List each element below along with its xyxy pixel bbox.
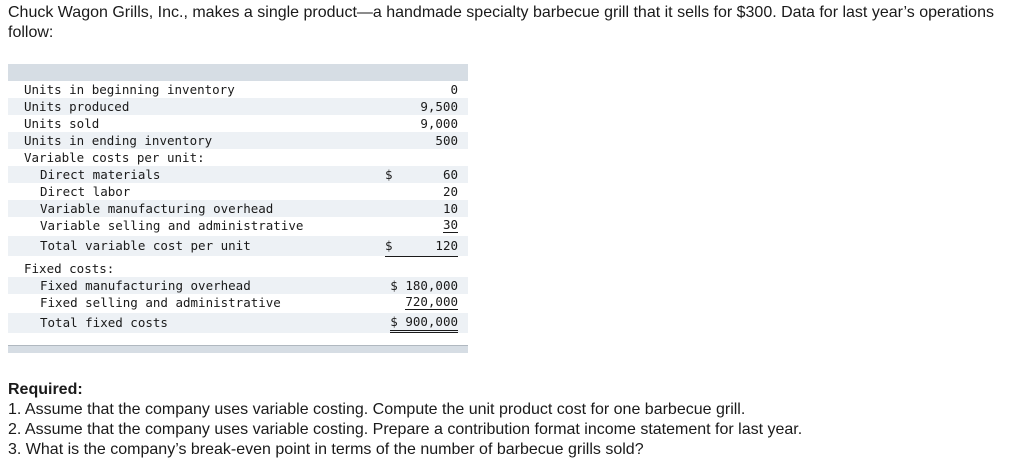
- row-value: $ 180,000: [390, 278, 458, 293]
- required-section: [8, 380, 1008, 460]
- table-row: [8, 183, 468, 200]
- section-header: Variable costs per unit:: [24, 150, 205, 165]
- table-row: [8, 149, 468, 166]
- row-label: Variable selling and administrative: [40, 218, 304, 233]
- table-row: [8, 217, 468, 234]
- row-label: Fixed selling and administrative: [40, 295, 281, 310]
- row-value: 0: [450, 82, 458, 97]
- table-row: [8, 166, 468, 183]
- table-row: [8, 260, 468, 277]
- row-value: 9,500: [420, 99, 458, 114]
- table-row: [8, 200, 468, 217]
- dollar-sign: $: [385, 167, 393, 182]
- cost-data-table: [8, 64, 468, 354]
- table-row: [8, 132, 468, 149]
- problem-intro: Chuck Wagon Grills, Inc., makes a single product—a handmade specialty barbecue grill that it sells for $300. Data for last year’s operations follow:: [8, 4, 994, 41]
- row-label: Units sold: [24, 116, 100, 131]
- table-row: [8, 277, 468, 294]
- row-label: Units in ending inventory: [24, 133, 213, 148]
- row-value: $ 900,000: [390, 313, 458, 333]
- table-row: [8, 294, 468, 311]
- table-header-bar: [8, 64, 468, 81]
- question-1: 1. Assume that the company uses variable costing. Compute the unit product cost for one barbecue grill.: [8, 401, 746, 418]
- table-row: [8, 98, 468, 115]
- row-value: 20: [442, 184, 458, 199]
- table-row-total: [8, 236, 468, 256]
- section-header: Fixed costs:: [24, 261, 115, 276]
- dollar-sign: $: [385, 238, 393, 253]
- row-value: 500: [435, 133, 458, 148]
- row-value: 9,000: [420, 116, 458, 131]
- row-label: Direct labor: [40, 184, 131, 199]
- row-value: 10: [442, 201, 458, 216]
- row-label: Fixed manufacturing overhead: [40, 278, 251, 293]
- question-3: 3. What is the company’s break-even point in terms of the number of barbecue grills sold?: [8, 441, 644, 458]
- row-value: 60: [442, 167, 458, 182]
- row-label: Direct materials: [40, 167, 161, 182]
- row-label: Units in beginning inventory: [24, 82, 235, 97]
- row-label: Units produced: [24, 99, 130, 114]
- required-heading: Required:: [8, 381, 83, 398]
- table-row-total: [8, 313, 468, 333]
- row-label: Variable manufacturing overhead: [40, 201, 274, 216]
- table-row: [8, 115, 468, 132]
- table-row: [8, 81, 468, 98]
- table-footer-bar: [8, 345, 468, 353]
- row-label: Total variable cost per unit: [40, 238, 251, 253]
- row-value: 30: [442, 217, 458, 232]
- question-2: 2. Assume that the company uses variable costing. Prepare a contribution format income statement for last year.: [8, 421, 803, 438]
- total-underline: [385, 256, 458, 257]
- row-value: 120: [435, 238, 458, 253]
- row-value: 720,000: [405, 294, 458, 309]
- row-label: Total fixed costs: [40, 315, 168, 330]
